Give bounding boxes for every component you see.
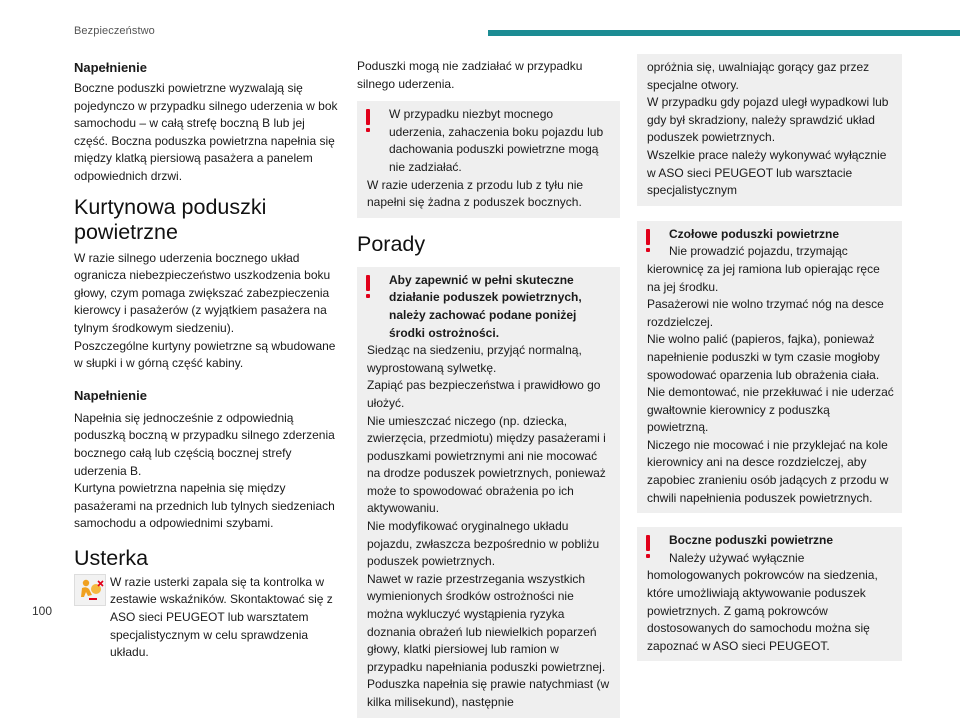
heading-inflation-2: Napełnienie — [74, 387, 147, 403]
warn2-title: Aby zapewnić w pełni skuteczne działanie poduszek powietrznych, należy zachować podane poniżej środki ostrożności. — [389, 272, 582, 340]
para-may-not-deploy: Poduszki mogą nie zadziałać w przypadku silnego uderzenia. — [357, 59, 583, 91]
cont-line: opróżnia się, uwalniając gorący gaz przez specjalne otwory. — [647, 60, 870, 92]
warning-exclamation-icon — [365, 109, 371, 134]
warn-side-title: Boczne poduszki powietrzne — [669, 533, 834, 548]
page-number: 100 — [32, 604, 53, 618]
para-curtain-1: W razie silnego uderzenia bocznego układ ogranicza niebezpieczeństwo uszkodzenia boku głowy, czym pomaga zwiększać zabezpieczenia kierowcy i pasażerów (z wyjątkiem pasażera na tylnym środkowym siedzeniu). — [74, 250, 331, 335]
airbag-warning-icon — [74, 574, 106, 606]
warn-side-line: Należy używać wyłącznie homologowanych pokrowców na siedzenia, które umożliwiają aktywowanie poduszek powietrznych. Z gamą pokrowców dostosowanych do samochodu można się zapoznać w ASO sieci PEUGEOT. — [647, 550, 878, 653]
column-left — [74, 54, 339, 662]
warn-front-title: Czołowe poduszki powietrzne — [669, 226, 840, 241]
para-inflation2-2: Kurtyna powietrzna napełnia się między pasażerami na przednich lub tylnych siedzeniach samochodu a odpowiednimi szybami. — [74, 481, 335, 531]
warn2-line: Nie umieszczać niczego (np. dziecka, zwierzęcia, przedmiotu) między pasażerami i poduszkami powietrznymi ani nie mocować na drodze poduszek powietrznych, ponieważ może to spowodować obrażenia po ich aktywowaniu. — [367, 413, 606, 516]
heading-inflation: Napełnienie — [74, 60, 147, 75]
continuation-box — [637, 54, 902, 206]
heading-fault: Usterka — [74, 545, 149, 570]
para-curtain-2: Poszczególne kurtyny powietrzne są wbudowane w słupki i w górną część kabiny. — [74, 338, 336, 371]
warn1-line: W przypadku niezbyt mocnego uderzenia, zahaczenia boku pojazdu lub dachowania poduszki powietrzne mogą nie zadziałać. — [389, 107, 604, 174]
fault-block — [74, 574, 339, 662]
warn2-line: Zapiąć pas bezpieczeństwa i prawidłowo go ułożyć. — [367, 378, 601, 410]
cont-line: W przypadku gdy pojazd uległ wypadkowi lub gdy był skradziony, należy sprawdzić układ poduszek powietrznych. — [647, 95, 889, 145]
column-right — [637, 54, 902, 661]
warning-exclamation-icon — [645, 229, 651, 254]
warn2-line: Nawet w razie przestrzegania wszystkich wymienionych środków ostrożności nie można wykluczyć wystąpienia ryzyka doznania obrażeń lub niewielkich poparzeń głowy, klatki piersiowej lub ramion w przypadku napełniania poduszki powietrznej. Poduszka napełnia się prawie natychmiast (w kilka milisekund), następnie — [367, 571, 610, 709]
heading-tips: Porady — [357, 231, 426, 256]
warn2-line: Siedząc na siedzeniu, przyjąć normalną, wyprostowaną sylwetkę. — [367, 343, 582, 375]
warn2-line: Nie modyfikować oryginalnego układu pojazdu, zwłaszcza bezpośrednio w pobliżu poduszek powietrznych. — [367, 519, 600, 569]
warning-box-front-airbags — [637, 221, 902, 514]
para-inflation: Boczne poduszki powietrzne wyzwalają się pojedynczo w przypadku silnego uderzenia w bok samochodu – w całą strefę boczną B lub jej część. Boczna poduszka powietrzna napełnia się między klatką piersiową pasażera a panelem odpowiednich drzwi. — [74, 81, 338, 183]
header-accent-bar — [488, 30, 960, 36]
warning-box-minor-impact — [357, 101, 620, 218]
warning-exclamation-icon — [645, 535, 651, 560]
warning-exclamation-icon — [365, 275, 371, 300]
warning-box-side-airbags — [637, 527, 902, 661]
para-inflation2-1: Napełnia się jednocześnie z odpowiednią poduszką boczną w przypadku silnego zderzenia bocznego całą lub częścią bocznej strefy uderzenia B. — [74, 410, 335, 478]
para-fault: W razie usterki zapala się ta kontrolka w zestawie wskaźników. Skontaktować się z ASO sieci PEUGEOT lub warsztatem specjalistycznym w celu sprawdzenia układu. — [110, 574, 333, 660]
warn-front-line: Nie wolno palić (papieros, fajka), ponieważ napełnienie poduszki w tym czasie mogłoby spowodować oparzenia lub obrażenia ciała. — [647, 332, 880, 382]
warn1-line: W razie uderzenia z przodu lub z tyłu nie napełni się żadna z poduszek bocznych. — [367, 177, 584, 210]
column-middle — [357, 54, 620, 718]
warning-box-tips — [357, 267, 620, 718]
section-title: Bezpieczeństwo — [74, 25, 155, 37]
warn-front-line: Pasażerowi nie wolno trzymać nóg na desce rozdzielczej. — [647, 297, 884, 329]
heading-curtain-airbags: Kurtynowa poduszki powietrzne — [74, 194, 267, 244]
cont-line: Wszelkie prace należy wykonywać wyłącznie w ASO sieci PEUGEOT lub warsztacie specjalistycznym — [647, 147, 887, 198]
warn-front-line: Nie demontować, nie przekłuwać i nie uderzać gwałtownie kierownicy z poduszką powietrzną. — [647, 385, 894, 435]
warn-front-line: Nie prowadzić pojazdu, trzymając kierownicę za jej ramiona lub opierając ręce na jej środku. — [647, 244, 880, 294]
warn-front-line: Niczego nie mocować i nie przyklejać na kole kierownicy ani na desce rozdzielczej, aby zapobiec zranieniu osób jadących z przodu w chwili napełnienia poduszek powietrznych. — [647, 437, 889, 505]
